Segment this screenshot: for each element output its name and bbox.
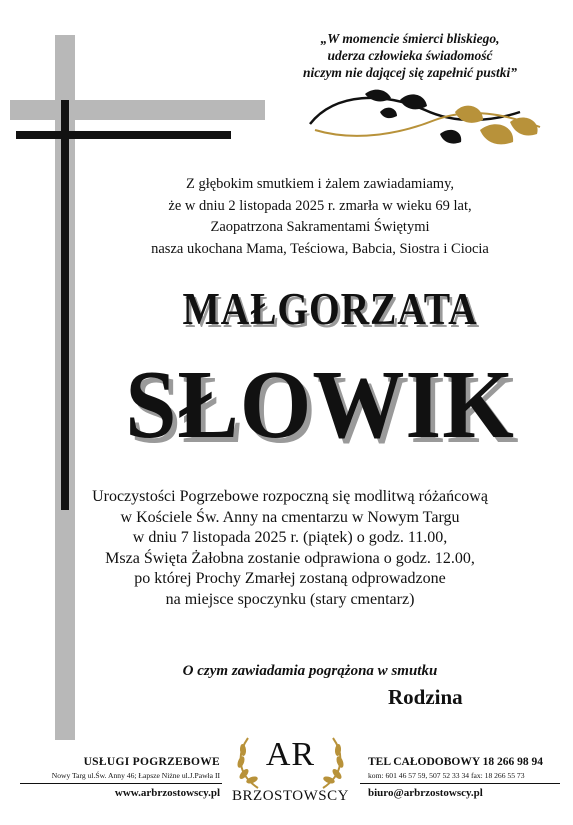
quote-line: niczym nie dającej się zapełnić pustki” — [302, 65, 518, 80]
footer-divider-right — [360, 783, 560, 784]
funeral-services-title: USŁUGI POGRZEBOWE — [83, 756, 220, 768]
cross-vertical — [61, 100, 69, 510]
logo-initials: AR — [265, 736, 316, 773]
website-link[interactable]: www.arbrzostowscy.pl — [114, 787, 220, 799]
intro-line: nasza ukochana Mama, Teściowa, Babcia, Siostra i Ciocia — [151, 240, 489, 257]
company-logo — [228, 730, 353, 822]
funeral-services-address: Nowy Targ ul.Św. Anny 46; Łapsze Niżne ul.J.Pawła II — [51, 771, 220, 780]
vine-ornament-icon — [305, 82, 550, 157]
ceremony-text — [90, 487, 490, 610]
intro-line: że w dniu 2 listopada 2025 r. zmarła w wieku 69 lat, — [168, 197, 472, 214]
phone-numbers: kom: 601 46 57 59, 507 52 33 34 fax: 18 266 55 73 — [368, 771, 525, 780]
phone-title: TEL CAŁODOBOWY 18 266 98 94 — [368, 756, 543, 768]
quote-line: „W momencie śmierci bliskiego, — [320, 31, 500, 46]
notice-line: O czym zawiadamia pogrążona w smutku — [182, 663, 438, 679]
intro-line: Z głębokim smutkiem i żalem zawiadamiamy, — [185, 176, 455, 192]
footer-divider-left — [20, 783, 222, 784]
quote — [270, 30, 550, 81]
deceased-surname: SŁOWIK — [125, 351, 515, 459]
intro-text — [140, 174, 500, 260]
family-signature: Rodzina — [388, 685, 463, 709]
intro-line: Zaopatrzona Sakramentami Świętymi — [210, 219, 430, 235]
ceremony-line: Uroczystości Pogrzebowe rozpoczną się modlitwą różańcową — [92, 488, 488, 505]
cross-horizontal — [16, 131, 231, 139]
deceased-first-name: MAŁGORZATA — [182, 283, 478, 334]
quote-line: uderza człowieka świadomość — [327, 48, 493, 63]
ceremony-line: po której Prochy Zmarłej zostaną odprowadzone — [134, 570, 446, 587]
ceremony-line: w Kościele Św. Anny na cmentarzu w Nowym Targu — [120, 508, 460, 526]
cross-shadow-horizontal — [10, 100, 265, 120]
ceremony-line: Msza Święta Żałobna zostanie odprawiona o godz. 12.00, — [105, 549, 475, 567]
email-link[interactable]: biuro@arbrzostowscy.pl — [368, 787, 483, 799]
logo-name: BRZOSTOWSCY — [232, 788, 349, 804]
ceremony-line: na miejsce spoczynku (stary cmentarz) — [165, 590, 415, 608]
ceremony-line: w dniu 7 listopada 2025 r. (piątek) o godz. 11.00, — [132, 529, 448, 546]
